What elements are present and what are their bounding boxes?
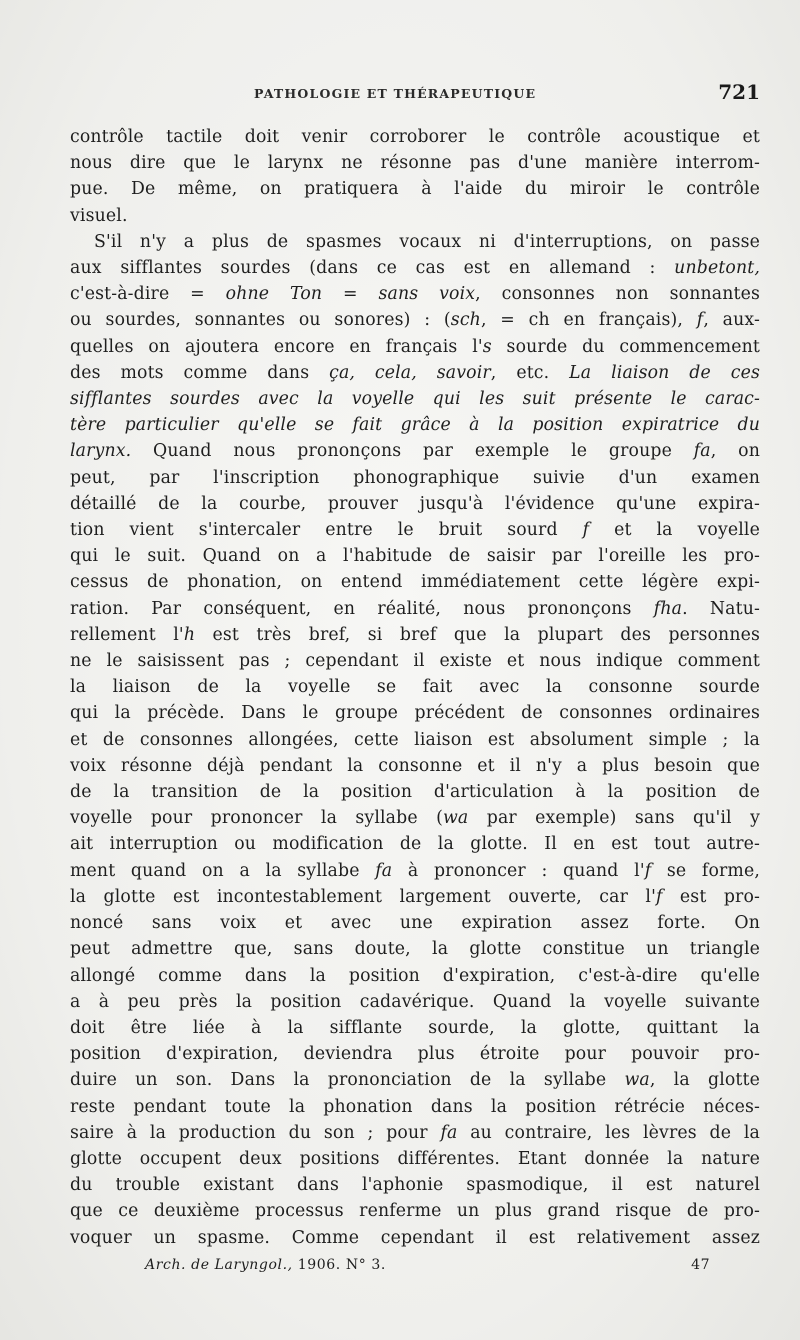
- text-line: nous dire que le larynx ne résonne pas d'une manière interrom-: [70, 153, 760, 174]
- text-line: pue. De même, on pratiquera à l'aide du miroir le contrôle: [70, 179, 760, 200]
- text-line: ait interruption ou modification de la glotte. Il en est tout autre-: [70, 834, 760, 855]
- text-line: et de consonnes allongées, cette liaison est absolument simple ; la: [70, 729, 760, 750]
- text-line: peut admettre que, sans doute, la glotte constitue un triangle: [70, 939, 760, 960]
- text-line: S'il n'y a plus de spasmes vocaux ni d'interruptions, on passe: [94, 231, 760, 252]
- text-line: la liaison de la voyelle se fait avec la consonne sourde: [70, 677, 760, 698]
- text-line: a à peu près la position cadavérique. Quand la voyelle suivante: [70, 991, 760, 1012]
- text-line: cessus de phonation, on entend immédiatement cette légère expi-: [70, 572, 760, 593]
- text-line: voyelle pour prononcer la syllabe (wa par exemple) sans qu'il y: [70, 808, 760, 829]
- text-line: voix résonne déjà pendant la consonne et il n'y a plus besoin que: [70, 755, 760, 776]
- text-line: de la transition de la position d'articulation à la position de: [70, 782, 760, 803]
- text-line: rellement l'h est très bref, si bref que la plupart des personnes: [70, 624, 760, 645]
- text-line: noncé sans voix et avec une expiration assez forte. On: [70, 913, 760, 934]
- text-line: du trouble existant dans l'aphonie spasmodique, il est naturel: [70, 1175, 760, 1196]
- text-line: détaillé de la courbe, prouver jusqu'à l'évidence qu'une expira-: [70, 493, 760, 514]
- page-footer: [145, 1257, 710, 1279]
- text-line: la glotte est incontestablement largement ouverte, car l'f est pro-: [70, 886, 760, 907]
- text-line: ou sourdes, sonnantes ou sonores) : (sch, = ch en français), f, aux-: [70, 310, 760, 331]
- text-line: qui la précède. Dans le groupe précédent de consonnes ordinaires: [70, 703, 760, 724]
- text-line: contrôle tactile doit venir corroborer le contrôle acoustique et: [70, 127, 760, 147]
- page-header: [70, 80, 760, 106]
- text-line: que ce deuxième processus renferme un plus grand risque de pro-: [70, 1201, 760, 1222]
- text-line: larynx. Quand nous prononçons par exemple le groupe fa, on: [70, 441, 760, 462]
- text-line: position d'expiration, deviendra plus étroite pour pouvoir pro-: [70, 1044, 760, 1065]
- text-line: tion vient s'intercaler entre le bruit sourd f et la voyelle: [70, 520, 760, 541]
- text-line: qui le suit. Quand on a l'habitude de saisir par l'oreille les pro-: [70, 546, 760, 567]
- page-number: 721: [718, 80, 760, 104]
- text-line: doit être liée à la sifflante sourde, la glotte, quittant la: [70, 1017, 760, 1038]
- text-line: voquer un spasme. Comme cependant il est relativement assez: [70, 1227, 760, 1248]
- text-line: ne le saisissent pas ; cependant il existe et nous indique comment: [70, 651, 760, 672]
- text-line: des mots comme dans ça, cela, savoir, etc. La liaison de ces: [70, 362, 760, 383]
- text-line: peut, par l'inscription phonographique suivie d'un examen: [70, 467, 760, 488]
- text-line: allongé comme dans la position d'expiration, c'est-à-dire qu'elle: [70, 965, 760, 986]
- text-line: visuel.: [70, 205, 128, 226]
- text-line: saire à la production du son ; pour fa au contraire, les lèvres de la: [70, 1122, 760, 1143]
- text-line: quelles on ajoutera encore en français l's sourde du commencement: [70, 336, 760, 357]
- text-line: c'est-à-dire = ohne Ton = sans voix, consonnes non sonnantes: [70, 284, 760, 305]
- journal-reference: Arch. de Laryngol., 1906. N° 3.: [145, 1257, 386, 1273]
- body-text: [70, 124, 760, 1251]
- text-line: tère particulier qu'elle se fait grâce à la position expiratrice du: [70, 415, 760, 436]
- text-line: sifflantes sourdes avec la voyelle qui les suit présente le carac-: [70, 389, 760, 410]
- text-line: reste pendant toute la phonation dans la position rétrécie néces-: [70, 1096, 760, 1117]
- text-line: duire un son. Dans la prononciation de la syllabe wa, la glotte: [70, 1070, 760, 1091]
- text-line: aux sifflantes sourdes (dans ce cas est en allemand : unbetont,: [70, 258, 760, 279]
- text-line: ment quand on a la syllabe fa à prononcer : quand l'f se forme,: [70, 860, 760, 881]
- running-title: PATHOLOGIE ET THÉRAPEUTIQUE: [254, 86, 537, 101]
- text-line: glotte occupent deux positions différentes. Etant donnée la nature: [70, 1148, 760, 1169]
- signature-mark: 47: [691, 1257, 710, 1273]
- text-line: ration. Par conséquent, en réalité, nous prononçons fha. Natu-: [70, 598, 760, 619]
